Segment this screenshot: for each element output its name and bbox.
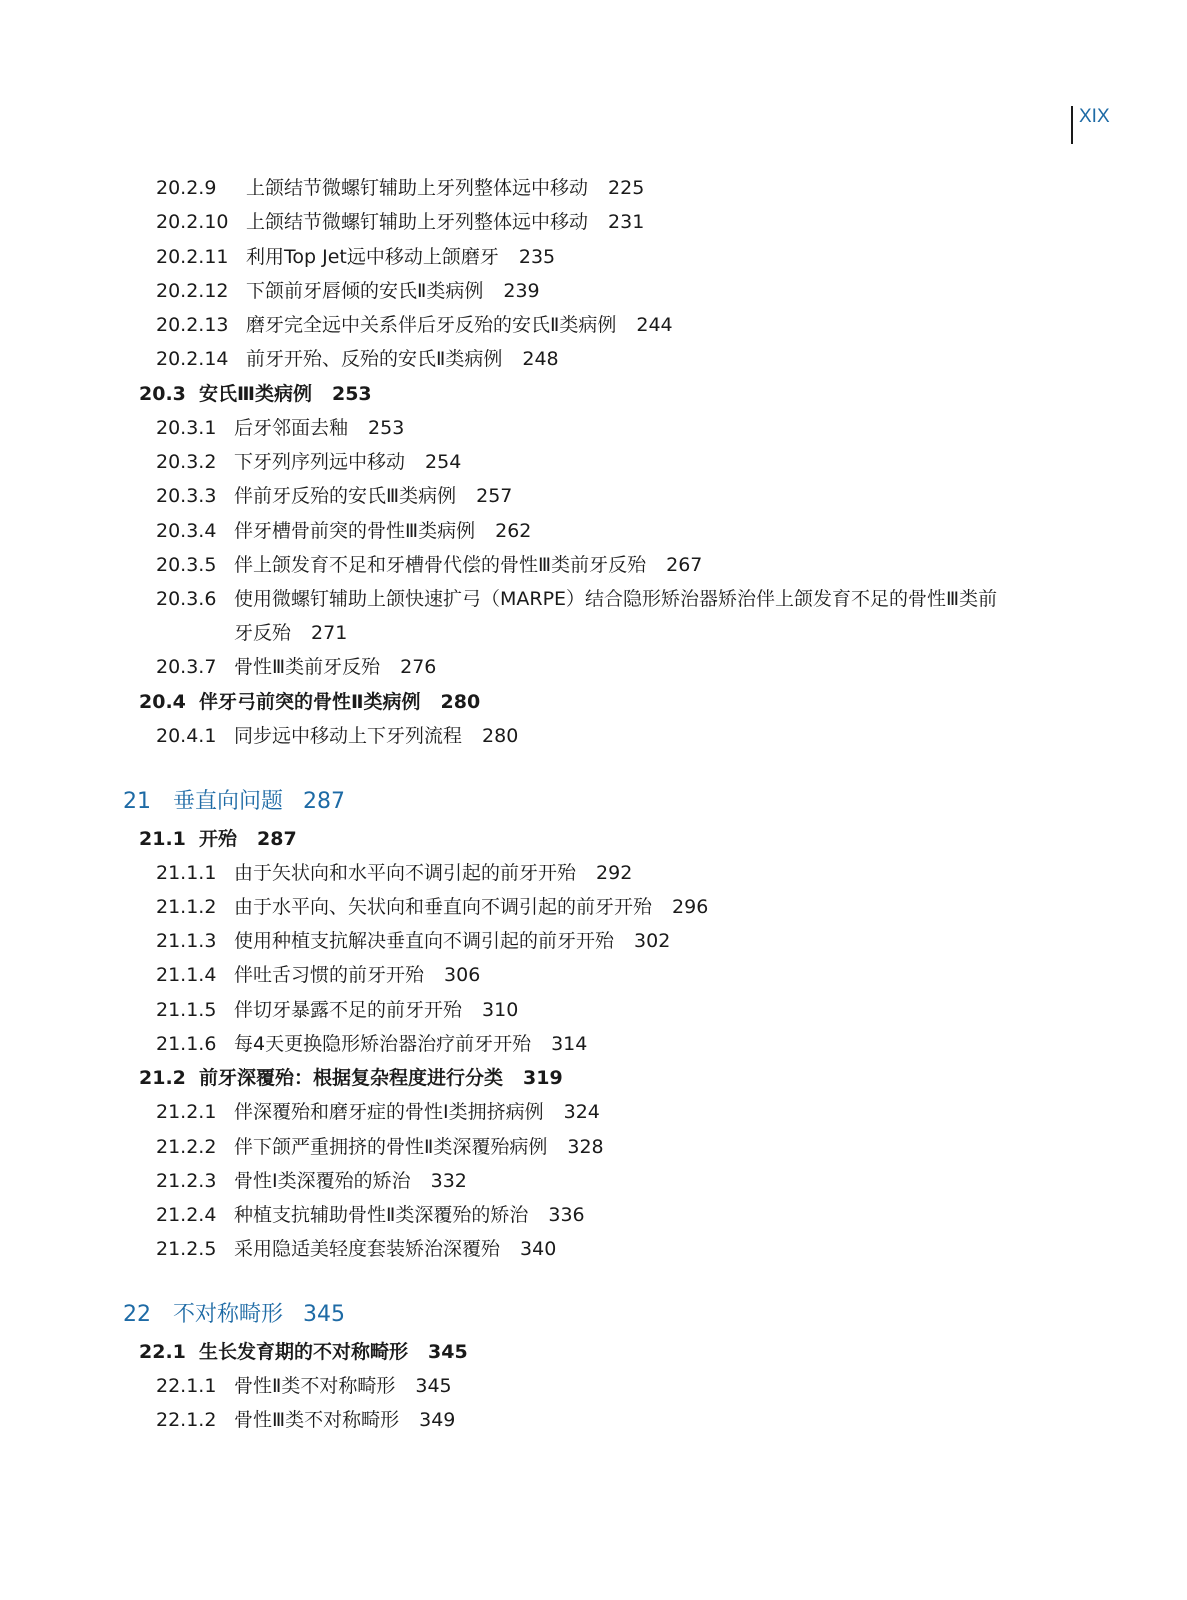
toc-entry[interactable] [156, 1135, 604, 1159]
toc-page: 319 [523, 1067, 563, 1089]
toc-section-entry[interactable] [139, 827, 297, 851]
toc-section-entry[interactable] [139, 1340, 468, 1364]
toc-entry[interactable] [156, 655, 436, 679]
toc-title: 由于水平向、矢状向和垂直向不调引起的前牙开殆 [234, 896, 653, 918]
toc-number: 21.1.1 [156, 862, 217, 884]
toc-page: 253 [368, 417, 405, 439]
toc-entry[interactable] [156, 998, 518, 1022]
toc-number: 20.3.2 [156, 451, 217, 473]
toc-number: 20.4 [139, 691, 186, 713]
toc-page: 340 [520, 1238, 557, 1260]
toc-entry[interactable] [156, 1203, 585, 1227]
toc-page: 254 [425, 451, 462, 473]
toc-entry[interactable] [156, 313, 673, 337]
toc-number: 21.1.4 [156, 964, 217, 986]
toc-section-entry[interactable] [139, 382, 372, 406]
toc-entry[interactable] [156, 1374, 452, 1398]
toc-page: 306 [444, 964, 481, 986]
toc-number: 22 [123, 1302, 151, 1327]
toc-title: 使用微螺钉辅助上颌快速扩弓（MARPE）结合隐形矫治器矫治伴上颌发育不足的骨性Ⅲ类前 [234, 588, 998, 610]
toc-title: 垂直向问题 [173, 789, 284, 814]
toc-title: 开殆 [199, 828, 238, 850]
toc-title: 生长发育期的不对称畸形 [199, 1341, 409, 1363]
toc-number: 20.3.4 [156, 520, 217, 542]
toc-entry[interactable] [156, 553, 702, 577]
toc-page: 262 [495, 520, 532, 542]
toc-section-entry[interactable] [139, 690, 480, 714]
toc-title: 前牙开殆、反殆的安氏Ⅱ类病例 [246, 348, 503, 370]
toc-entry[interactable] [156, 416, 404, 440]
toc-title: 骨性Ⅱ类不对称畸形 [234, 1375, 396, 1397]
toc-number: 21.2.5 [156, 1238, 217, 1260]
toc-number: 22.1.1 [156, 1375, 217, 1397]
toc-page: 280 [482, 725, 519, 747]
toc-entry[interactable] [156, 1100, 600, 1124]
toc-page: 310 [482, 999, 519, 1021]
toc-page: 287 [257, 828, 297, 850]
toc-title: 伴牙槽骨前突的骨性Ⅲ类病例 [234, 520, 476, 542]
toc-title: 伴上颌发育不足和牙槽骨代偿的骨性Ⅲ类前牙反殆 [234, 554, 647, 576]
toc-entry[interactable] [156, 1237, 556, 1261]
toc-title: 利用Top Jet远中移动上颌磨牙 [246, 246, 499, 268]
toc-page: 271 [311, 622, 348, 644]
toc-title: 使用种植支抗解决垂直向不调引起的前牙开殆 [234, 930, 615, 952]
toc-number: 21.2 [139, 1067, 186, 1089]
toc-number: 20.4.1 [156, 725, 217, 747]
toc-number: 21.2.1 [156, 1101, 217, 1123]
toc-title: 不对称畸形 [173, 1302, 284, 1327]
toc-number: 21.1 [139, 828, 186, 850]
toc-number: 21.2.4 [156, 1204, 217, 1226]
toc-title: 伴深覆殆和磨牙症的骨性Ⅰ类拥挤病例 [234, 1101, 544, 1123]
toc-title: 由于矢状向和水平向不调引起的前牙开殆 [234, 862, 577, 884]
toc-title: 骨性Ⅰ类深覆殆的矫治 [234, 1170, 411, 1192]
toc-page: 244 [636, 314, 673, 336]
toc-page: 349 [419, 1409, 456, 1431]
toc-page: 345 [303, 1302, 346, 1327]
toc-entry[interactable] [156, 861, 632, 885]
toc-number: 22.1 [139, 1341, 186, 1363]
toc-page: 292 [596, 862, 633, 884]
toc-entry[interactable] [156, 587, 997, 645]
toc-title: 种植支抗辅助骨性Ⅱ类深覆殆的矫治 [234, 1204, 529, 1226]
page-number: XIX [1071, 106, 1110, 144]
toc-number: 20.3.7 [156, 656, 217, 678]
toc-entry[interactable] [156, 450, 461, 474]
toc-number: 20.2.9 [156, 177, 217, 199]
toc-title: 前牙深覆殆：根据复杂程度进行分类 [199, 1067, 504, 1089]
toc-title: 骨性Ⅲ类前牙反殆 [234, 656, 381, 678]
toc-page: 276 [400, 656, 437, 678]
toc-number: 20.2.10 [156, 211, 229, 233]
toc-page: 225 [608, 177, 645, 199]
toc-number: 20.2.11 [156, 246, 229, 268]
toc-number: 21.1.3 [156, 930, 217, 952]
toc-entry[interactable] [156, 519, 531, 543]
toc-entry[interactable] [156, 1169, 467, 1193]
toc-page: 324 [563, 1101, 600, 1123]
toc-page: 287 [303, 789, 346, 814]
toc-page: 267 [666, 554, 703, 576]
toc-title: 伴牙弓前突的骨性Ⅱ类病例 [199, 691, 421, 713]
toc-chapter-entry[interactable] [123, 788, 345, 816]
toc-page: 257 [476, 485, 513, 507]
toc-page: 248 [522, 348, 559, 370]
toc-page: 231 [608, 211, 645, 233]
toc-number: 20.3.6 [156, 588, 217, 610]
toc-page: 280 [440, 691, 481, 713]
toc-page: 345 [415, 1375, 452, 1397]
toc-page: 332 [430, 1170, 467, 1192]
toc-title: 下牙列序列远中移动 [234, 451, 406, 473]
toc-page: 253 [331, 383, 372, 405]
toc-chapter-entry[interactable] [123, 1301, 345, 1329]
toc-title: 上颌结节微螺钉辅助上牙列整体远中移动 [246, 211, 589, 233]
toc-title: 伴切牙暴露不足的前牙开殆 [234, 999, 463, 1021]
toc-page: 314 [551, 1033, 588, 1055]
toc-section-entry[interactable] [139, 1066, 563, 1090]
toc-entry[interactable] [156, 176, 644, 200]
toc-page: 296 [672, 896, 709, 918]
toc-page: 336 [548, 1204, 585, 1226]
toc-page: 235 [518, 246, 556, 268]
toc-number: 21.2.2 [156, 1136, 217, 1158]
toc-entry[interactable] [156, 724, 518, 748]
toc-number: 20.2.12 [156, 280, 229, 302]
toc-number: 20.2.14 [156, 348, 229, 370]
toc-entry[interactable] [156, 279, 540, 303]
toc-number: 20.3.5 [156, 554, 217, 576]
toc-number: 21.1.6 [156, 1033, 217, 1055]
toc-number: 21 [123, 789, 151, 814]
toc-number: 20.3.3 [156, 485, 217, 507]
toc-title: 同步远中移动上下牙列流程 [234, 725, 463, 747]
toc-number: 20.2.13 [156, 314, 229, 336]
toc-title: 安氏Ⅲ类病例 [199, 383, 312, 405]
toc-title: 骨性Ⅲ类不对称畸形 [234, 1409, 400, 1431]
toc-entry[interactable] [156, 210, 644, 234]
toc-entry[interactable] [156, 245, 555, 269]
toc-number: 21.2.3 [156, 1170, 217, 1192]
toc-page: 328 [567, 1136, 604, 1158]
toc-number: 20.3 [139, 383, 186, 405]
toc-entry[interactable] [156, 484, 512, 508]
toc-page: 239 [503, 280, 540, 302]
toc-entry[interactable] [156, 347, 559, 371]
toc-number: 21.1.2 [156, 896, 217, 918]
toc-title: 磨牙完全远中关系伴后牙反殆的安氏Ⅱ类病例 [246, 314, 617, 336]
toc-title: 下颌前牙唇倾的安氏Ⅱ类病例 [246, 280, 484, 302]
toc-title: 每4天更换隐形矫治器治疗前牙开殆 [234, 1033, 532, 1055]
toc-title: 伴吐舌习惯的前牙开殆 [234, 964, 425, 986]
toc-entry[interactable] [156, 1032, 587, 1056]
toc-title: 伴下颌严重拥挤的骨性Ⅱ类深覆殆病例 [234, 1136, 548, 1158]
toc-entry[interactable] [156, 895, 708, 919]
toc-title: 伴前牙反殆的安氏Ⅲ类病例 [234, 485, 457, 507]
toc-title-continuation: 牙反殆 [234, 622, 292, 644]
toc-title: 采用隐适美轻度套装矫治深覆殆 [234, 1238, 501, 1260]
toc-entry[interactable] [156, 929, 670, 953]
toc-number: 21.1.5 [156, 999, 217, 1021]
toc-page: 345 [428, 1341, 468, 1363]
toc-number: 20.3.1 [156, 417, 217, 439]
toc-number: 22.1.2 [156, 1409, 217, 1431]
toc-entry[interactable] [156, 1408, 455, 1432]
toc-title: 后牙邻面去釉 [234, 417, 349, 439]
toc-page: 302 [634, 930, 671, 952]
toc-entry[interactable] [156, 963, 480, 987]
toc-title: 上颌结节微螺钉辅助上牙列整体远中移动 [246, 177, 589, 199]
